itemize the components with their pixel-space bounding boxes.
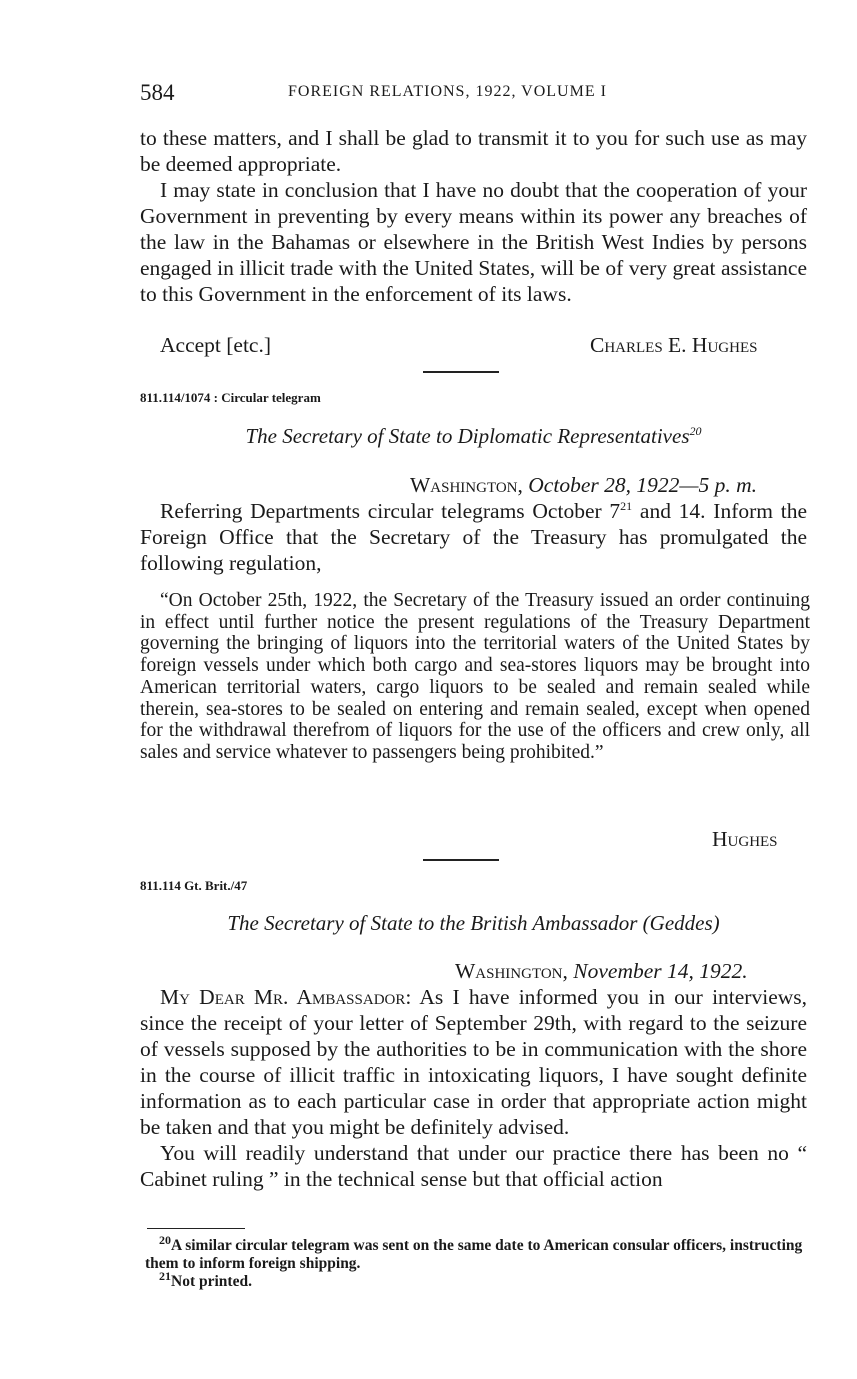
letter-paragraph-2: You will readily understand that under our practice there has been no “ Cabinet ruling ” in the technical sense but that official action (140, 1141, 807, 1191)
document-title (140, 424, 807, 449)
date: October 28, 1922—5 p. m. (528, 473, 758, 497)
footnotes (145, 1232, 812, 1291)
footnote-ref: 21 (620, 498, 633, 513)
document-title-text: The Secretary of State to Diplomatic Representatives (245, 424, 690, 448)
footnote-item (145, 1232, 812, 1273)
letter-body (140, 984, 807, 1192)
signature-hughes-full: Charles E. Hughes (590, 333, 758, 357)
document-title (140, 911, 807, 936)
footnote-text: Not printed. (171, 1273, 252, 1290)
document-title-paren: (Geddes) (642, 911, 720, 935)
telegram-body-b: and 14. Inform the Foreign Office that the Secretary of the Treasury has promulgated the following regulation, (140, 499, 808, 575)
file-reference: 811.114/1074 : Circular telegram (140, 390, 321, 405)
date: November 14, 1922. (573, 959, 748, 983)
signature-hughes: Hughes (712, 827, 778, 851)
letter-paragraph-1 (140, 984, 807, 1140)
place: Washington, (455, 959, 568, 983)
salutation: My Dear Mr. Ambassador: (160, 985, 412, 1009)
conclusion-paragraph: I may state in conclusion that I have no doubt that the cooperation of your Government in preventing by every means within its power any breaches of the law in the Bahamas or elsewhere in the British West Indies by persons engaged in illicit trade with the United States, will be of very great assistance to this Government in the enforcement of its laws. (140, 178, 807, 306)
telegram-body-a: Referring Departments circular telegrams October 7 (160, 499, 621, 523)
letter1-continuation (140, 125, 807, 307)
dateline (455, 958, 748, 984)
file-reference: 811.114 Gt. Brit./47 (140, 878, 248, 893)
running-title: FOREIGN RELATIONS, 1922, VOLUME I (288, 83, 607, 100)
section-divider (423, 859, 499, 861)
telegram-body (140, 498, 807, 576)
page-number: 584 (140, 80, 175, 105)
closing: Accept [etc.] (160, 333, 272, 357)
document-title-text: The Secretary of State to the British Ambassador (227, 911, 638, 935)
dateline (410, 472, 757, 498)
quoted-regulation: “On October 25th, 1922, the Secretary of the Treasury issued an order continuing in effect until further notice the present regulations of the Treasury Department governing the bringing of liquors into the territorial waters of the United States by foreign vessels under which both cargo and sea-stores liquors may be brought into American territorial waters, cargo liquors to be sealed and remain sealed while therein, sea-stores to be sealed on entering and remain sealed, except when opened for the withdrawal therefrom of liquors for the use of the officers and crew only, all sales and service whatever to passengers being prohibited.” (140, 590, 810, 763)
footnote-item (145, 1268, 812, 1291)
letter-paragraph-1-text: As I have informed you in our interviews, since the receipt of your letter of September 29th, with regard to the seizure of vessels supposed by the authorities to be in communication with the shore in the course of illicit traffic in intoxicating liquors, I have sought definite information as to each particular case in order that appropriate action might be taken and that you might be definitely advised. (140, 985, 808, 1139)
footnote-text: A similar circular telegram was sent on the same date to American consular officers, instructing them to inform foreign shipping. (145, 1237, 803, 1272)
footnote-mark: 20 (159, 1232, 171, 1247)
section-divider (423, 371, 499, 373)
continuation-paragraph: to these matters, and I shall be glad to transmit it to you for such use as may be deemed appropriate. (140, 126, 807, 176)
place: Washington, (410, 473, 523, 497)
footnote-ref: 20 (689, 424, 702, 438)
footnote-divider (147, 1228, 245, 1229)
footnote-mark: 21 (159, 1268, 171, 1283)
